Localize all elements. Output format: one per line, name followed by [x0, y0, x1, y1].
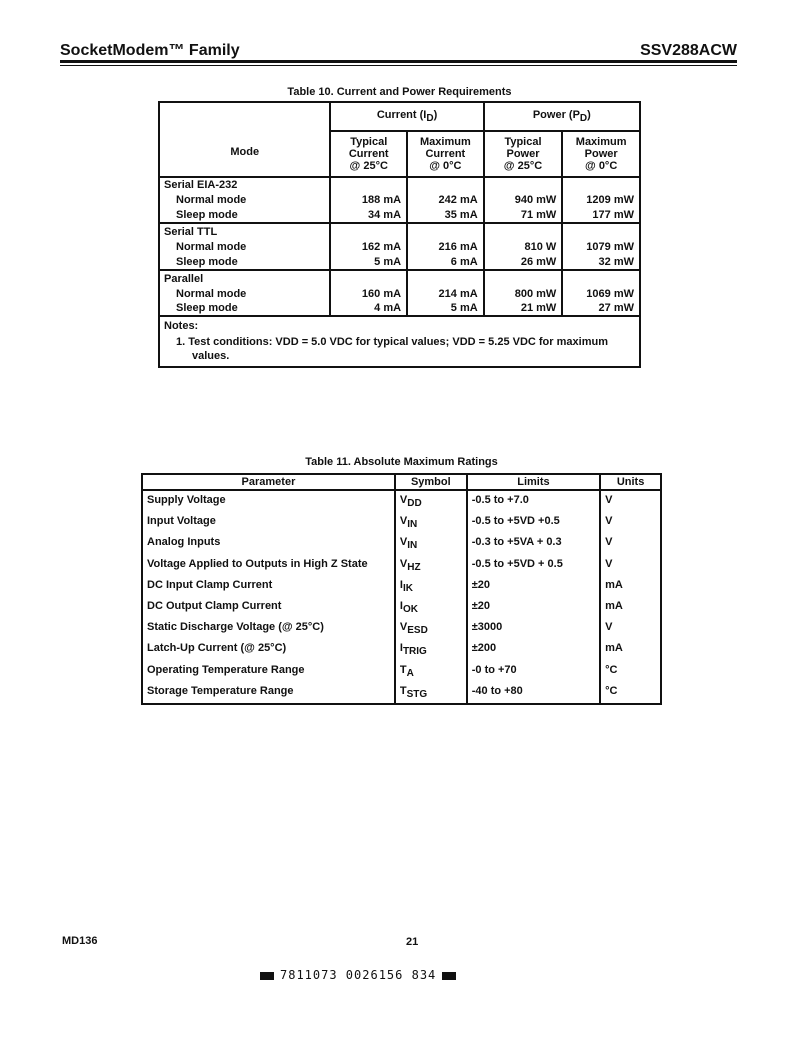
notes-label: Notes:: [164, 319, 199, 332]
table10: [158, 101, 641, 368]
table-row: [142, 533, 661, 554]
symbol-header: Symbol: [395, 474, 467, 490]
header-part-number: SSV288ACW: [640, 42, 737, 59]
power-header: Power $(P_D)$: [484, 102, 640, 131]
units-header: Units: [600, 474, 661, 490]
typical-current-header: Typical Current @ 25°C: [330, 131, 407, 177]
barcode: 7811073 0026156 834: [254, 968, 462, 982]
units-cell: V: [600, 618, 661, 639]
symbol-cell: [395, 576, 467, 597]
current-header: Current $(I_D)$: [330, 102, 483, 131]
group-label: Serial TTL: [164, 225, 218, 238]
table11: [141, 473, 662, 705]
parameter-cell: Operating Temperature Range: [147, 663, 305, 676]
limits-cell: -40 to +80: [467, 682, 600, 704]
symbol-subscript: TRIG: [402, 646, 427, 658]
header-rule: [60, 60, 737, 63]
table-row: [142, 490, 661, 512]
limits-cell: -0.3 to +5VA + 0.3: [467, 533, 600, 554]
table-row: Normal mode 188 mA 242 mA 940 mW 1209 mW: [159, 192, 640, 208]
parameter-cell: Storage Temperature Range: [147, 684, 294, 697]
parameter-cell: Voltage Applied to Outputs in High Z State: [147, 557, 368, 570]
units-cell: mA: [600, 576, 661, 597]
symbol-cell: [395, 661, 467, 682]
limits-cell: ±3000: [467, 618, 600, 639]
table-row: Sleep mode 34 mA 35 mA 71 mW 177 mW: [159, 208, 640, 223]
symbol-letter: I: [399, 578, 403, 591]
symbol-subscript: IK: [402, 582, 413, 594]
maximum-current-header: Maximum Current @ 0°C: [407, 131, 484, 177]
table11-caption: Table 11. Absolute Maximum Ratings: [305, 456, 498, 468]
symbol-subscript: STG: [406, 688, 428, 700]
table-row: [142, 576, 661, 597]
units-cell: V: [600, 555, 661, 576]
limits-cell: ±200: [467, 639, 600, 660]
table-row: Sleep mode 4 mA 5 mA 21 mW 27 mW: [159, 301, 640, 316]
table-row: [142, 639, 661, 660]
table-row: [142, 597, 661, 618]
symbol-subscript: A: [406, 667, 414, 679]
symbol-letter: I: [399, 599, 403, 612]
symbol-cell: [395, 490, 467, 512]
symbol-letter: T: [399, 684, 407, 697]
table-row: [142, 618, 661, 639]
symbol-cell: [395, 597, 467, 618]
symbol-subscript: ESD: [407, 625, 428, 637]
symbol-cell: [395, 618, 467, 639]
symbol-cell: [395, 512, 467, 533]
page-number: 21: [406, 936, 419, 948]
units-cell: mA: [600, 639, 661, 660]
limits-cell: -0.5 to +7.0: [467, 490, 600, 512]
units-cell: °C: [600, 661, 661, 682]
note-1: 1. Test conditions: VDD = 5.0 VDC for typical values; VDD = 5.25 VDC for maximum: [176, 336, 608, 348]
table-row: [142, 512, 661, 533]
symbol-letter: I: [399, 642, 403, 655]
symbol-subscript: DD: [407, 498, 422, 510]
units-cell: V: [600, 512, 661, 533]
symbol-cell: [395, 639, 467, 660]
limits-header: Limits: [467, 474, 600, 490]
note-1-continued: values.: [192, 350, 230, 362]
units-cell: °C: [600, 682, 661, 704]
table-row: [142, 661, 661, 682]
symbol-cell: [395, 682, 467, 704]
symbol-cell: [395, 555, 467, 576]
symbol-subscript: OK: [402, 604, 418, 616]
symbol-letter: V: [399, 515, 408, 528]
typical-power-header: Typical Power @ 25°C: [484, 131, 563, 177]
parameter-cell: Latch-Up Current (@ 25°C): [147, 642, 287, 655]
symbol-subscript: HZ: [407, 561, 421, 573]
symbol-letter: V: [399, 494, 408, 506]
parameter-cell: Analog Inputs: [147, 536, 221, 549]
table-row: Normal mode 160 mA 214 mA 800 mW 1069 mW: [159, 286, 640, 301]
limits-cell: -0.5 to +5VD + 0.5: [467, 555, 600, 576]
symbol-subscript: IN: [407, 540, 418, 552]
parameter-cell: DC Output Clamp Current: [147, 599, 282, 612]
table-row: Normal mode 162 mA 216 mA 810 W 1079 mW: [159, 239, 640, 255]
header-title: SocketModem™ Family: [60, 42, 240, 59]
units-cell: mA: [600, 597, 661, 618]
header-rule-thin: [60, 65, 737, 66]
units-cell: V: [600, 533, 661, 554]
group-label: Parallel: [164, 272, 204, 285]
symbol-letter: T: [399, 663, 407, 676]
maximum-power-header: Maximum Power @ 0°C: [562, 131, 640, 177]
table-row: Sleep mode 5 mA 6 mA 26 mW 32 mW: [159, 255, 640, 270]
parameter-cell: DC Input Clamp Current: [147, 578, 273, 591]
symbol-subscript: IN: [407, 519, 418, 531]
units-cell: V: [600, 490, 661, 512]
limits-cell: ±20: [467, 597, 600, 618]
parameter-cell: Input Voltage: [147, 515, 216, 528]
parameter-cell: Static Discharge Voltage (@ 25°C): [147, 621, 324, 634]
parameter-cell: Supply Voltage: [147, 494, 226, 506]
symbol-letter: V: [399, 536, 408, 549]
document-id: MD136: [62, 935, 98, 947]
symbol-letter: V: [399, 557, 408, 570]
symbol-cell: [395, 533, 467, 554]
table-row: [142, 682, 661, 704]
parameter-header: Parameter: [142, 474, 395, 490]
limits-cell: -0.5 to +5VD +0.5: [467, 512, 600, 533]
symbol-letter: V: [399, 621, 408, 634]
mode-header: Mode: [159, 102, 330, 177]
table10-caption: Table 10. Current and Power Requirements: [287, 86, 512, 98]
limits-cell: ±20: [467, 576, 600, 597]
limits-cell: -0 to +70: [467, 661, 600, 682]
table-row: [142, 555, 661, 576]
group-label: Serial EIA-232: [164, 179, 238, 191]
